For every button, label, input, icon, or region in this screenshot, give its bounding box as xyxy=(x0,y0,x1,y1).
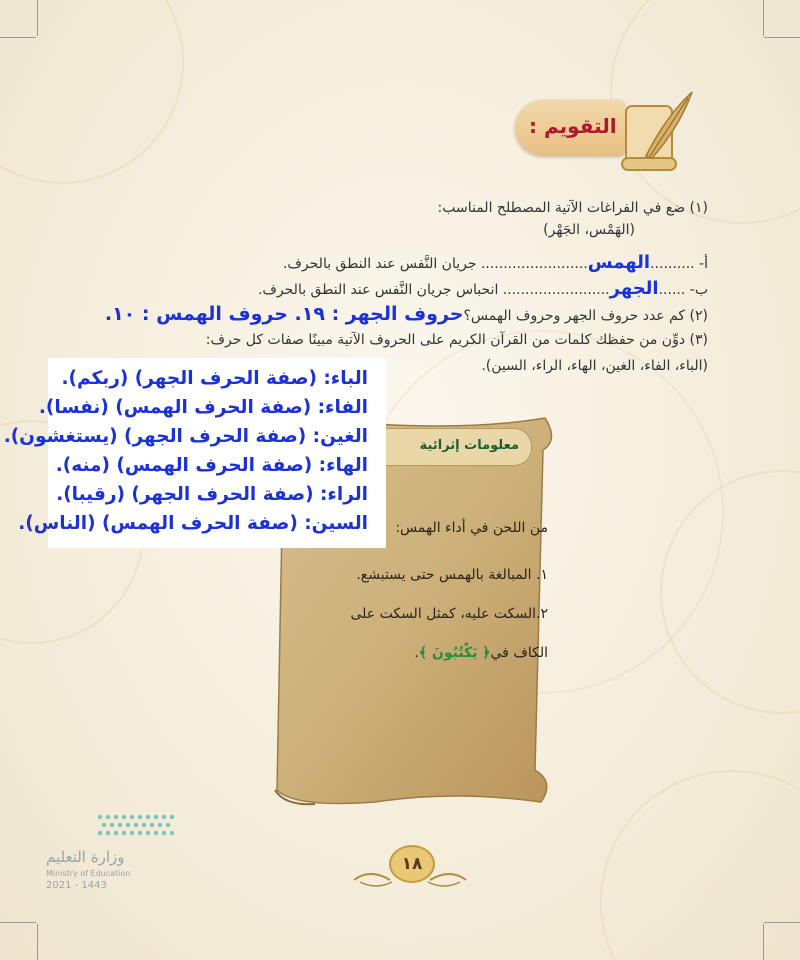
ministry-logo-icon xyxy=(90,811,180,841)
q1-a-answer: الهمس xyxy=(587,252,651,273)
q3-letters: (الباء، الفاء، الغين، الهاء، الراء، السين). xyxy=(481,358,708,374)
answer-line: الباء: (صفة الحرف الجهر) (ربكم). xyxy=(61,368,368,389)
q2-answer: حروف الجهر : ١٩. حروف الهمس : ١٠. xyxy=(104,303,464,325)
answer-line: الفاء: (صفة الحرف الهمس) (نفسا). xyxy=(38,397,368,418)
crop-mark xyxy=(0,37,36,38)
section-banner xyxy=(515,100,625,156)
q1-choices: (الهَمْس، الجَهْر) xyxy=(543,222,635,238)
q1-a-prefix: أ- .......... xyxy=(650,256,708,272)
q1-prompt: (١) ضع في الفراغات الآتية المصطلح المناسب: xyxy=(437,200,708,216)
quran-word: ﴿ يَكْتُبُونَ ﴾ xyxy=(418,645,491,661)
ministry-year: 2021 - 1443 xyxy=(46,880,107,891)
enrichment-item-3 xyxy=(414,645,548,661)
ornament-bottom-right xyxy=(600,770,800,960)
answer-line: السين: (صفة الحرف الهمس) (الناس). xyxy=(18,513,368,534)
page-number: ١٨ xyxy=(389,845,435,883)
crop-mark xyxy=(0,922,36,923)
q1-a-line xyxy=(283,252,708,273)
crop-mark xyxy=(764,37,800,38)
q1-a-text: ........................ جريان النَّفس عند النطق بالحرف. xyxy=(282,256,588,272)
ministry-name-en: Ministry of Education xyxy=(46,869,131,878)
q1-b-prefix: ب- ...... xyxy=(658,282,708,298)
q1-b-answer: الجهر xyxy=(609,278,659,299)
enrichment-header xyxy=(362,428,532,466)
ornament-top-left xyxy=(0,0,184,184)
q2-prompt: (٢) كم عدد حروف الجهر وحروف الهمس؟ xyxy=(463,308,708,324)
crop-mark xyxy=(763,924,764,960)
enrichment-title: معلومات إثرائية xyxy=(419,438,519,453)
q2-line xyxy=(105,303,708,325)
enrichment-item-3-suffix: . xyxy=(414,645,419,661)
ministry-name-ar: وزارة التعليم xyxy=(46,848,125,866)
crop-mark xyxy=(37,0,38,36)
crop-mark xyxy=(763,0,764,36)
q1-b-line xyxy=(258,278,708,299)
answer-line: الراء: (صفة الحرف الجهر) (رقيبا). xyxy=(56,484,368,505)
q1-b-text: ........................ انحباس جريان النَّفس عند النطق بالحرف. xyxy=(257,282,610,298)
crop-mark xyxy=(764,922,800,923)
answers-box xyxy=(3,358,386,548)
crop-mark xyxy=(37,924,38,960)
section-title: التقويم : xyxy=(529,114,617,138)
q3-prompt: (٣) دوِّن من حفظك كلمات من القرآن الكريم على الحروف الآتية مبينًا صفات كل حرف: xyxy=(205,332,708,348)
answer-line: الهاء: (صفة الحرف الهمس) (منه). xyxy=(55,455,368,476)
enrichment-item-2: ٢.السكت عليه، كمثل السكت على xyxy=(350,606,548,622)
enrichment-intro: من اللحن في أداء الهمس: xyxy=(395,520,548,536)
answer-line: الغين: (صفة الحرف الجهر) (يستغشون). xyxy=(3,426,368,447)
enrichment-item-3-prefix: الكاف في xyxy=(490,645,548,661)
scroll-quill-icon xyxy=(616,86,696,176)
enrichment-item-1: ١. المبالغة بالهمس حتى يستبشع. xyxy=(356,567,548,583)
